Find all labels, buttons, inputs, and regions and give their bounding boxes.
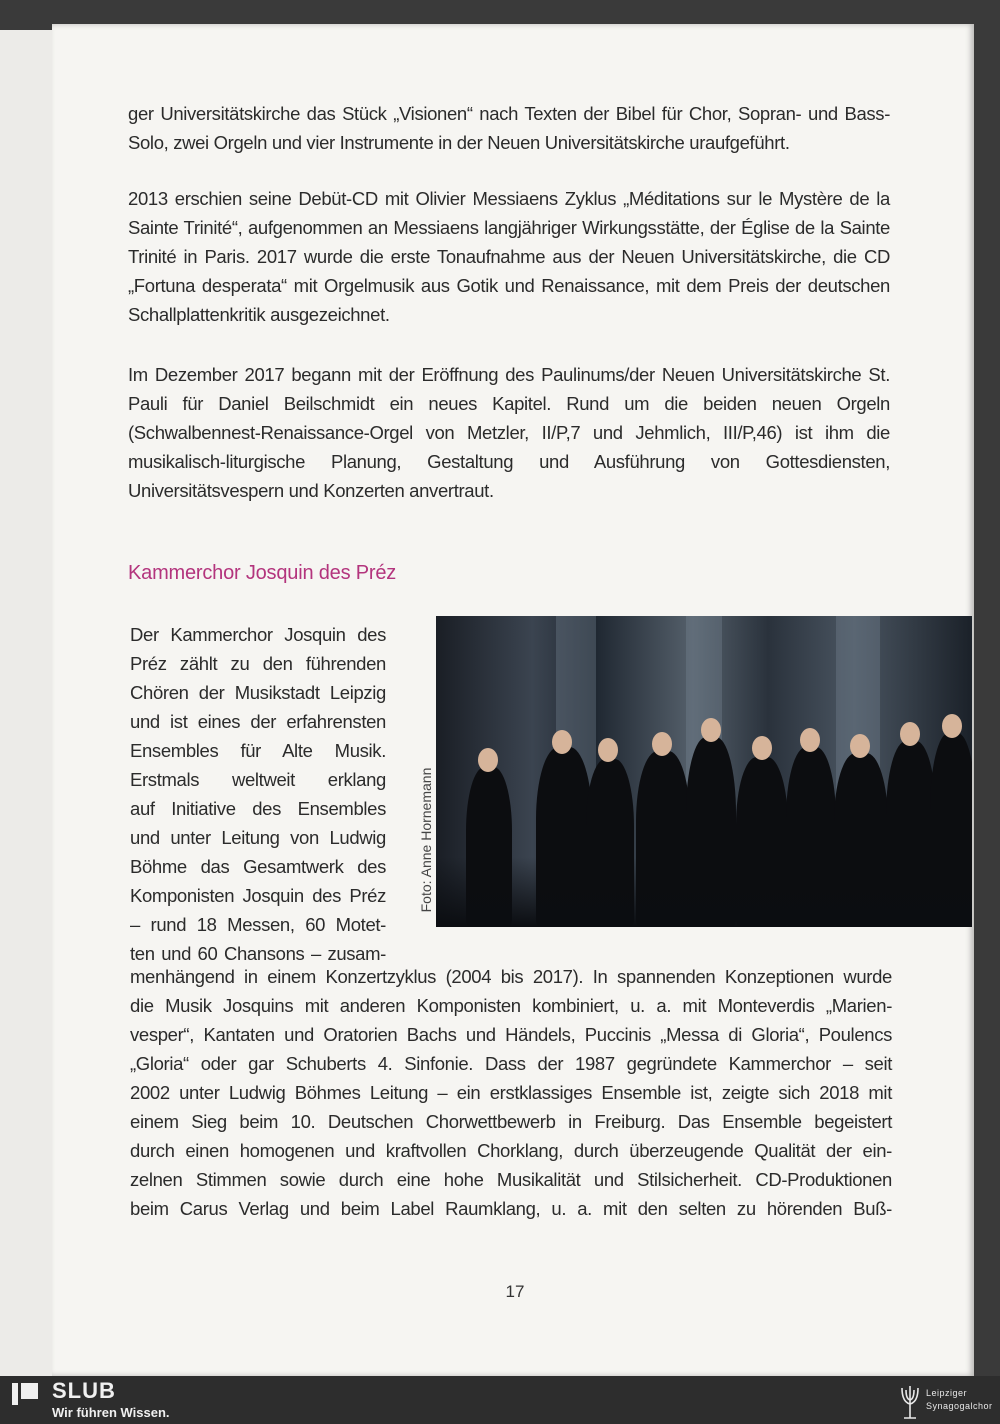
text-line: und unter Leitung von Ludwig [130, 827, 386, 848]
text-line: und ist eines der erfahrensten [130, 711, 386, 732]
section-heading: Kammerchor Josquin des Préz [128, 562, 397, 584]
singer-head [701, 718, 721, 742]
choir-photo [436, 616, 972, 927]
singer-head [850, 734, 870, 758]
paragraph-3-text: Im Dezember 2017 begann mit der Eröffnung des Paulinums/der Neuen Universitätskirche St. Pauli für Daniel Beilschmidt ein neues Kapitel. Rund um die beiden neuen Orgeln (Schwalbennest-Renaissance-Orgel von Metzler, II/P,7 und Jehmlich, III/P,46) ist ihm die musikalisch-liturgische Planung, Gestaltung und Ausführung von Gottesdiensten, Universitätsvespern und Konzerten anvertraut. [128, 364, 890, 501]
text-line: Der Kammerchor Josquin des [130, 624, 386, 645]
library-name: SLUB [52, 1378, 116, 1403]
photo-floor-shadow [436, 857, 972, 927]
text-line: durch einen homogenen und kraftvollen Chorklang, durch überzeugende Qualität der ein- [130, 1140, 892, 1161]
text-line: menhängend in einem Konzertzyklus (2004 bis 2017). In spannenden Konzeptionen wurde [130, 966, 892, 987]
text-line: Böhme das Gesamtwerk des [130, 856, 386, 877]
brochure-page [52, 24, 974, 1376]
text-line: Chören der Musikstadt Leipzig [130, 682, 386, 703]
text-line: Erstmals weltweit erklang [130, 769, 386, 790]
text-line: beim Carus Verlag und beim Label Raumklang, u. a. mit den selten zu hörenden Buß- [130, 1198, 892, 1219]
text-line: ten und 60 Chansons – zusam- [130, 943, 386, 964]
paragraph-2 [128, 184, 890, 329]
text-line: auf Initiative des Ensembles [130, 798, 386, 819]
text-line: „Gloria“ oder gar Schuberts 4. Sinfonie. Dass der 1987 gegründete Kammerchor – seit [130, 1053, 892, 1074]
paragraph-1-text: ger Universitätskirche das Stück „Visionen“ nach Texten der Bibel für Chor, Sopran- und Bass-Solo, zwei Orgeln und vier Instrumente in der Neuen Universitätskirche uraufgeführt. [128, 103, 890, 153]
text-line: Komponisten Josquin des Préz [130, 885, 386, 906]
partner-name-line-2: Synagogalchor [926, 1401, 993, 1411]
paragraph-3 [128, 360, 890, 505]
partner-name-line-1: Leipziger [926, 1388, 968, 1398]
text-line: einem Sieg beim 10. Deutschen Chorwettbewerb in Freiburg. Das Ensemble begeistert [130, 1111, 892, 1132]
wrapped-text-column [130, 620, 386, 968]
text-line: 2002 unter Ludwig Böhmes Leitung – ein erstklassiges Ensemble ist, zeigte sich 2018 mit [130, 1082, 892, 1103]
singer-head [652, 732, 672, 756]
text-line: die Musik Josquins mit anderen Komponisten kombiniert, u. a. mit Monteverdis „Marien- [130, 995, 892, 1016]
paragraph-1 [128, 99, 890, 157]
library-tagline: Wir führen Wissen. [52, 1405, 170, 1420]
photo-credit [414, 742, 434, 942]
menorah-icon [898, 1380, 922, 1420]
singer-head [478, 748, 498, 772]
text-line: Préz zählt zu den führenden [130, 653, 386, 674]
text-line: – rund 18 Messen, 60 Motet- [130, 914, 386, 935]
singer-head [942, 714, 962, 738]
page-number: 17 [505, 1282, 525, 1301]
text-line: Ensembles für Alte Musik. [130, 740, 386, 761]
singer-head [552, 730, 572, 754]
left-page-edge [0, 30, 60, 1376]
text-line: zelnen Stimmen sowie durch eine hohe Musikalität und Stilsicherheit. CD-Produktionen [130, 1169, 892, 1190]
singer-head [752, 736, 772, 760]
singer-head [900, 722, 920, 746]
full-width-text [130, 962, 892, 1223]
photo-credit-text: Foto: Anne Hornemann [418, 767, 434, 913]
text-line: vesper“, Kantaten und Oratorien Bachs und Händels, Puccinis „Messa di Gloria“, Poulencs [130, 1024, 892, 1045]
paragraph-2-text: 2013 erschien seine Debüt-CD mit Olivier Messiaens Zyklus „Méditations sur le Mystère de la Sainte Trinité“, aufgenommen an Messiaens langjähriger Wirkungsstätte, der Église de la Sainte Trinité in Paris. 2017 wurde die erste Tonaufnahme aus der Neuen Universitätskirche, die CD „Fortuna desperata“ mit Orgelmusik aus Gotik und Renaissance, mit dem Preis der deutschen Schallplattenkritik ausgezeichnet. [128, 188, 890, 325]
singer-head [800, 728, 820, 752]
singer-head [598, 738, 618, 762]
footer-bar [0, 1376, 1000, 1424]
slub-logo-icon [12, 1383, 38, 1405]
